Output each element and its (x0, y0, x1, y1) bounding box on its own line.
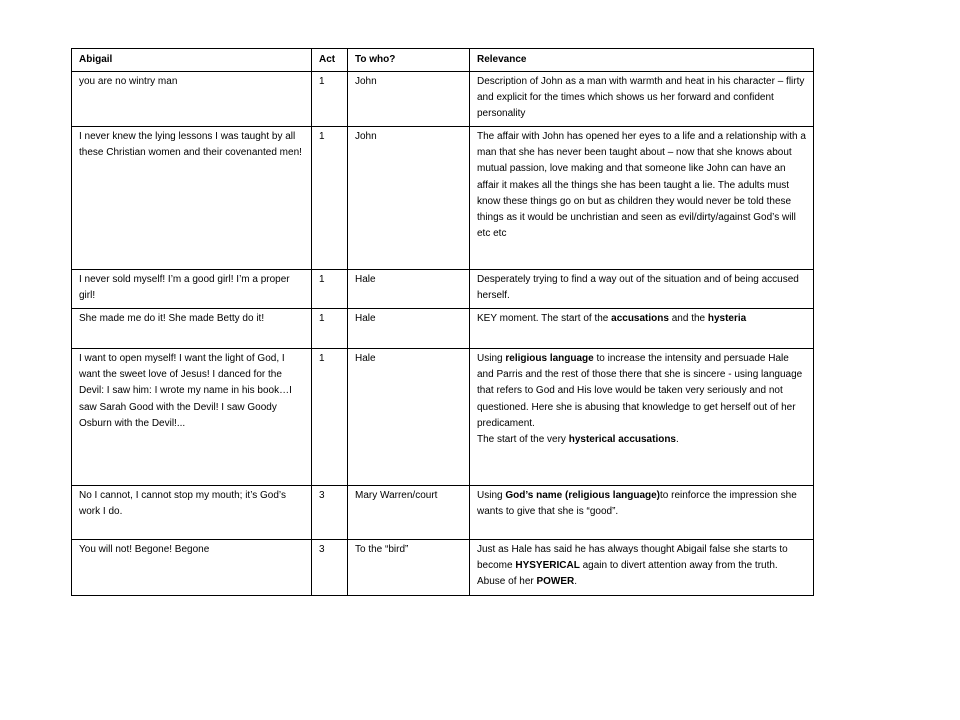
table-row (72, 540, 814, 596)
relevance-text: to reinforce the impression she wants to give that she is “good”. (477, 490, 797, 518)
header-to-who: To who? (348, 49, 470, 72)
relevance-cell (470, 486, 814, 540)
table-row (72, 486, 814, 540)
table-row (72, 270, 814, 309)
to-who-cell: Hale (348, 270, 470, 309)
emphasis-text: religious language (505, 353, 594, 364)
table-header-row (72, 49, 814, 72)
to-who-cell: John (348, 72, 470, 127)
relevance-text: KEY moment. The start of the (477, 313, 612, 324)
quote-cell: I never sold myself! I’m a good girl! I’m a proper girl! (72, 270, 312, 309)
relevance-text: and the (668, 313, 708, 324)
to-who-cell: John (348, 127, 470, 270)
to-who-cell: To the “bird” (348, 540, 470, 596)
quote-cell: You will not! Begone! Begone (72, 540, 312, 596)
quote-cell: She made me do it! She made Betty do it! (72, 309, 312, 349)
relevance-cell (470, 72, 814, 127)
relevance-text: Just as Hale has said he has always thought Abigail false she starts to become (477, 544, 788, 572)
quotes-table (71, 48, 814, 596)
relevance-text: The start of the very (477, 433, 569, 445)
act-cell: 3 (312, 540, 348, 596)
quote-cell: No I cannot, I cannot stop my mouth; it’s God’s work I do. (72, 486, 312, 540)
table-row (72, 309, 814, 349)
relevance-text: Using (477, 490, 506, 501)
act-cell: 3 (312, 486, 348, 540)
header-relevance: Relevance (470, 49, 814, 72)
relevance-cell (470, 127, 814, 270)
table-row (72, 349, 814, 486)
relevance-text: Desperately trying to find a way out of the situation and of being accused herself. (477, 274, 799, 302)
act-cell: 1 (312, 309, 348, 349)
emphasis-text: POWER (536, 576, 575, 588)
relevance-cell (470, 349, 814, 486)
relevance-text: to increase the intensity and persuade Hale and Parris and the rest of those there that she is sincere - using language that refers to God and His love would be taken very seriously and not questioned. Here she is abusing that knowledge to get herself out of her predicament. (477, 353, 803, 429)
relevance-text: . (676, 433, 679, 445)
emphasis-text: hysterical accusations (568, 433, 676, 445)
relevance-text: The affair with John has opened her eyes to a life and a relationship with a man that she has never been taught about – now that she knows about mutual passion, love making and that someone like John can have an affair it makes all the things she has been taught a lie. The adults must know these things go on but as children they would never be told these things as it would be unchristian and seen as evil/dirty/against God’s will etc etc (477, 131, 806, 240)
emphasis-text: God’s name (religious language) (505, 490, 661, 501)
emphasis-text: HYSYERICAL (515, 560, 580, 572)
header-quote: Abigail (72, 49, 312, 72)
act-cell: 1 (312, 72, 348, 127)
to-who-cell: Hale (348, 349, 470, 486)
act-cell: 1 (312, 349, 348, 486)
emphasis-text: accusations (611, 313, 669, 324)
act-cell: 1 (312, 127, 348, 270)
table-row (72, 72, 814, 127)
table-row (72, 127, 814, 270)
to-who-cell: Mary Warren/court (348, 486, 470, 540)
relevance-text: Using (477, 353, 506, 364)
header-act: Act (312, 49, 348, 72)
emphasis-text: hysteria (707, 313, 747, 324)
relevance-cell (470, 309, 814, 349)
act-cell: 1 (312, 270, 348, 309)
relevance-cell (470, 540, 814, 596)
relevance-text: Description of John as a man with warmth and heat in his character – flirty and explicit for the times which shows us her forward and confident personality (477, 76, 805, 120)
quote-cell: I want to open myself! I want the light of God, I want the sweet love of Jesus! I danced for the Devil: I saw him: I wrote my name in his book…I saw Sarah Good with the Devil! I saw Goody Osburn with the Devil!... (72, 349, 312, 486)
relevance-text: again to divert attention away from the truth. Abuse of her (477, 560, 778, 588)
quote-cell: you are no wintry man (72, 72, 312, 127)
quote-cell: I never knew the lying lessons I was taught by all these Christian women and their covenanted men! (72, 127, 312, 270)
relevance-text: . (574, 576, 578, 588)
to-who-cell: Hale (348, 309, 470, 349)
relevance-cell (470, 270, 814, 309)
